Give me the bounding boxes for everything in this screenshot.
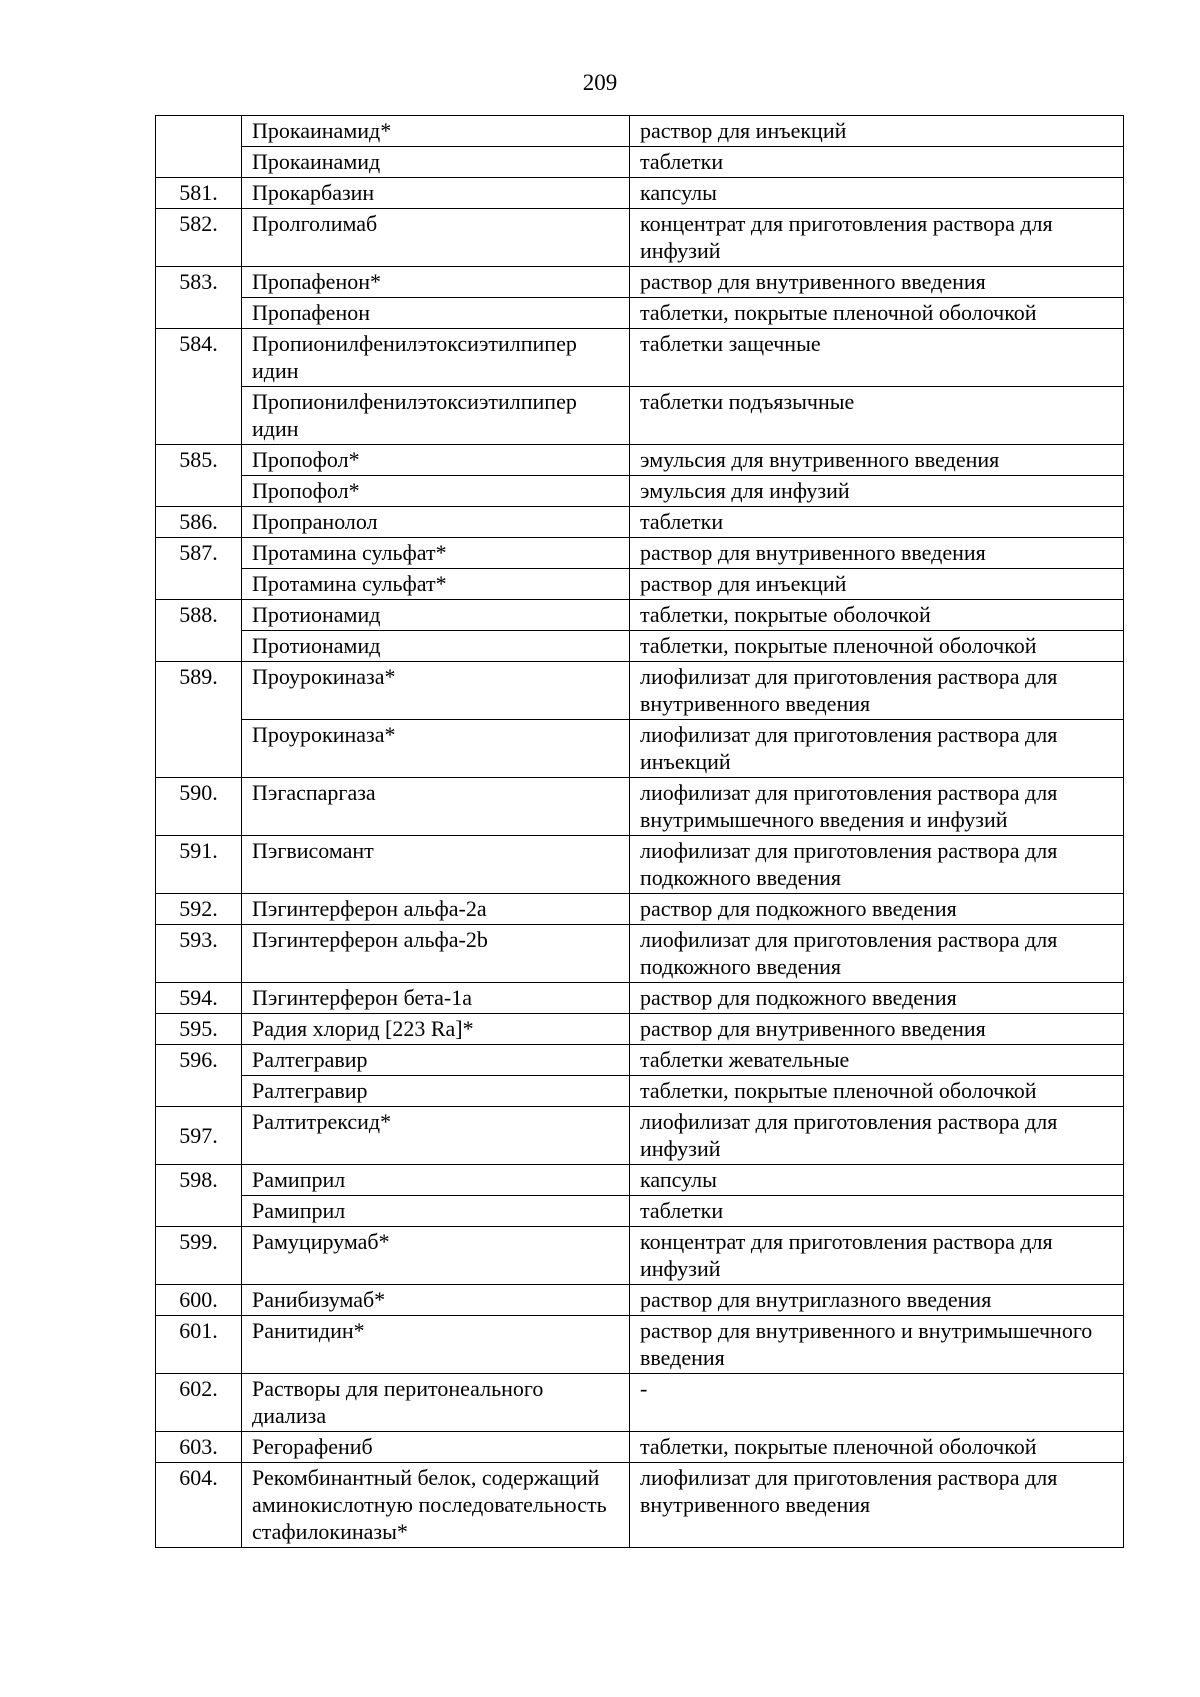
row-number-cell: 585. xyxy=(156,445,242,507)
drug-name-cell: Рамиприл xyxy=(242,1165,630,1196)
dosage-form-cell: раствор для подкожного введения xyxy=(630,894,1124,925)
table-row xyxy=(156,720,1124,778)
row-number-cell: 581. xyxy=(156,178,242,209)
page-number: 209 xyxy=(582,70,618,95)
drug-name-cell: Прокаинамид xyxy=(242,147,630,178)
table-row xyxy=(156,925,1124,983)
dosage-form-cell: лиофилизат для приготовления раствора для внутримышечного введения и инфузий xyxy=(630,778,1124,836)
dosage-form-cell: раствор для инъекций xyxy=(630,116,1124,147)
dosage-form-cell: таблетки xyxy=(630,147,1124,178)
drug-name-cell: Протионамид xyxy=(242,600,630,631)
dosage-form-cell: раствор для подкожного введения xyxy=(630,983,1124,1014)
row-number-cell: 599. xyxy=(156,1227,242,1285)
table-row xyxy=(156,507,1124,538)
drug-name-cell: Протионамид xyxy=(242,631,630,662)
table-row xyxy=(156,983,1124,1014)
table-row xyxy=(156,178,1124,209)
dosage-form-cell: лиофилизат для приготовления раствора для внутривенного введения xyxy=(630,1463,1124,1548)
row-number-cell: 598. xyxy=(156,1165,242,1227)
row-number-cell: 596. xyxy=(156,1045,242,1107)
dosage-form-cell: таблетки подъязычные xyxy=(630,387,1124,445)
dosage-form-cell: эмульсия для инфузий xyxy=(630,476,1124,507)
dosage-form-cell: лиофилизат для приготовления раствора для подкожного введения xyxy=(630,925,1124,983)
drug-name-cell: Пропионилфенилэтоксиэтилпипер идин xyxy=(242,329,630,387)
dosage-form-cell: концентрат для приготовления раствора для инфузий xyxy=(630,1227,1124,1285)
drug-name-cell: Ранибизумаб* xyxy=(242,1285,630,1316)
row-number-cell: 597. xyxy=(156,1107,242,1165)
table-row xyxy=(156,147,1124,178)
drug-name-cell: Пэгинтерферон альфа-2b xyxy=(242,925,630,983)
table-row xyxy=(156,1374,1124,1432)
row-number-cell: 592. xyxy=(156,894,242,925)
dosage-form-cell: раствор для внутривенного и внутримышечного введения xyxy=(630,1316,1124,1374)
row-number-cell: 603. xyxy=(156,1432,242,1463)
drug-name-cell: Пэгвисомант xyxy=(242,836,630,894)
drug-name-cell: Регорафениб xyxy=(242,1432,630,1463)
dosage-form-cell: - xyxy=(630,1374,1124,1432)
table-row xyxy=(156,387,1124,445)
table-row xyxy=(156,600,1124,631)
row-number-cell: 591. xyxy=(156,836,242,894)
table-row xyxy=(156,1076,1124,1107)
row-number-cell: 588. xyxy=(156,600,242,662)
row-number-cell: 593. xyxy=(156,925,242,983)
table-body xyxy=(156,116,1124,1548)
table-row xyxy=(156,1463,1124,1548)
row-number-cell: 590. xyxy=(156,778,242,836)
table-row xyxy=(156,1014,1124,1045)
drug-name-cell: Ралтитрексид* xyxy=(242,1107,630,1165)
drug-name-cell: Протамина сульфат* xyxy=(242,538,630,569)
table-row xyxy=(156,1045,1124,1076)
dosage-form-cell: эмульсия для внутривенного введения xyxy=(630,445,1124,476)
table-row xyxy=(156,116,1124,147)
table-row xyxy=(156,778,1124,836)
drug-name-cell: Протамина сульфат* xyxy=(242,569,630,600)
table-row xyxy=(156,631,1124,662)
table-row xyxy=(156,1285,1124,1316)
drug-name-cell: Прокарбазин xyxy=(242,178,630,209)
drug-name-cell: Пэгаспаргаза xyxy=(242,778,630,836)
table-row xyxy=(156,298,1124,329)
drug-name-cell: Прокаинамид* xyxy=(242,116,630,147)
dosage-form-cell: капсулы xyxy=(630,178,1124,209)
dosage-form-cell: раствор для инъекций xyxy=(630,569,1124,600)
row-number-cell: 601. xyxy=(156,1316,242,1374)
table-row xyxy=(156,836,1124,894)
row-number-cell: 604. xyxy=(156,1463,242,1548)
drug-name-cell: Пропофол* xyxy=(242,476,630,507)
drug-name-cell: Рекомбинантный белок, содержащий аминокислотную последовательность стафилокиназы* xyxy=(242,1463,630,1548)
dosage-form-cell: лиофилизат для приготовления раствора для инфузий xyxy=(630,1107,1124,1165)
drug-name-cell: Пролголимаб xyxy=(242,209,630,267)
row-number-cell: 589. xyxy=(156,662,242,778)
table-row xyxy=(156,662,1124,720)
drug-name-cell: Пэгинтерферон альфа-2а xyxy=(242,894,630,925)
row-number-cell: 600. xyxy=(156,1285,242,1316)
dosage-form-cell: таблетки, покрытые пленочной оболочкой xyxy=(630,1076,1124,1107)
drug-name-cell: Рамуцирумаб* xyxy=(242,1227,630,1285)
drug-name-cell: Ралтегравир xyxy=(242,1045,630,1076)
table-row xyxy=(156,267,1124,298)
table-row xyxy=(156,1196,1124,1227)
table-row xyxy=(156,329,1124,387)
row-number-cell: 583. xyxy=(156,267,242,329)
dosage-form-cell: таблетки защечные xyxy=(630,329,1124,387)
drug-name-cell: Проурокиназа* xyxy=(242,720,630,778)
row-number-cell: 587. xyxy=(156,538,242,600)
dosage-form-cell: таблетки, покрытые пленочной оболочкой xyxy=(630,298,1124,329)
row-number-cell: 595. xyxy=(156,1014,242,1045)
dosage-form-cell: раствор для внутриглазного введения xyxy=(630,1285,1124,1316)
table-row xyxy=(156,569,1124,600)
dosage-form-cell: раствор для внутривенного введения xyxy=(630,1014,1124,1045)
drug-name-cell: Проурокиназа* xyxy=(242,662,630,720)
drug-name-cell: Пэгинтерферон бета-1а xyxy=(242,983,630,1014)
table-row xyxy=(156,1432,1124,1463)
dosage-form-cell: таблетки жевательные xyxy=(630,1045,1124,1076)
drug-name-cell: Ралтегравир xyxy=(242,1076,630,1107)
drug-name-cell: Пропофол* xyxy=(242,445,630,476)
dosage-form-cell: концентрат для приготовления раствора для инфузий xyxy=(630,209,1124,267)
dosage-form-cell: лиофилизат для приготовления раствора для инъекций xyxy=(630,720,1124,778)
drug-name-cell: Пропафенон* xyxy=(242,267,630,298)
dosage-form-cell: капсулы xyxy=(630,1165,1124,1196)
drug-name-cell: Растворы для перитонеального диализа xyxy=(242,1374,630,1432)
drug-name-cell: Ранитидин* xyxy=(242,1316,630,1374)
dosage-form-cell: раствор для внутривенного введения xyxy=(630,538,1124,569)
dosage-form-cell: таблетки xyxy=(630,1196,1124,1227)
drug-name-cell: Рамиприл xyxy=(242,1196,630,1227)
row-number-cell: 602. xyxy=(156,1374,242,1432)
table-row xyxy=(156,894,1124,925)
dosage-form-cell: лиофилизат для приготовления раствора для внутривенного введения xyxy=(630,662,1124,720)
row-number-cell: 594. xyxy=(156,983,242,1014)
dosage-form-cell: таблетки xyxy=(630,507,1124,538)
row-number-cell: 582. xyxy=(156,209,242,267)
table-row xyxy=(156,209,1124,267)
table-row xyxy=(156,1107,1124,1165)
drug-name-cell: Радия хлорид [223 Ra]* xyxy=(242,1014,630,1045)
dosage-form-cell: лиофилизат для приготовления раствора для подкожного введения xyxy=(630,836,1124,894)
table-row xyxy=(156,445,1124,476)
row-number-cell: 586. xyxy=(156,507,242,538)
row-number-cell: 584. xyxy=(156,329,242,445)
table-row xyxy=(156,476,1124,507)
drug-name-cell: Пропионилфенилэтоксиэтилпипер идин xyxy=(242,387,630,445)
table-row xyxy=(156,1227,1124,1285)
drug-name-cell: Пропранолол xyxy=(242,507,630,538)
table-row xyxy=(156,1165,1124,1196)
dosage-form-cell: раствор для внутривенного введения xyxy=(630,267,1124,298)
table-row xyxy=(156,538,1124,569)
table-row xyxy=(156,1316,1124,1374)
drug-name-cell: Пропафенон xyxy=(242,298,630,329)
dosage-form-cell: таблетки, покрытые пленочной оболочкой xyxy=(630,631,1124,662)
drug-table xyxy=(155,115,1124,1548)
dosage-form-cell: таблетки, покрытые пленочной оболочкой xyxy=(630,1432,1124,1463)
row-number-cell xyxy=(156,116,242,178)
dosage-form-cell: таблетки, покрытые оболочкой xyxy=(630,600,1124,631)
